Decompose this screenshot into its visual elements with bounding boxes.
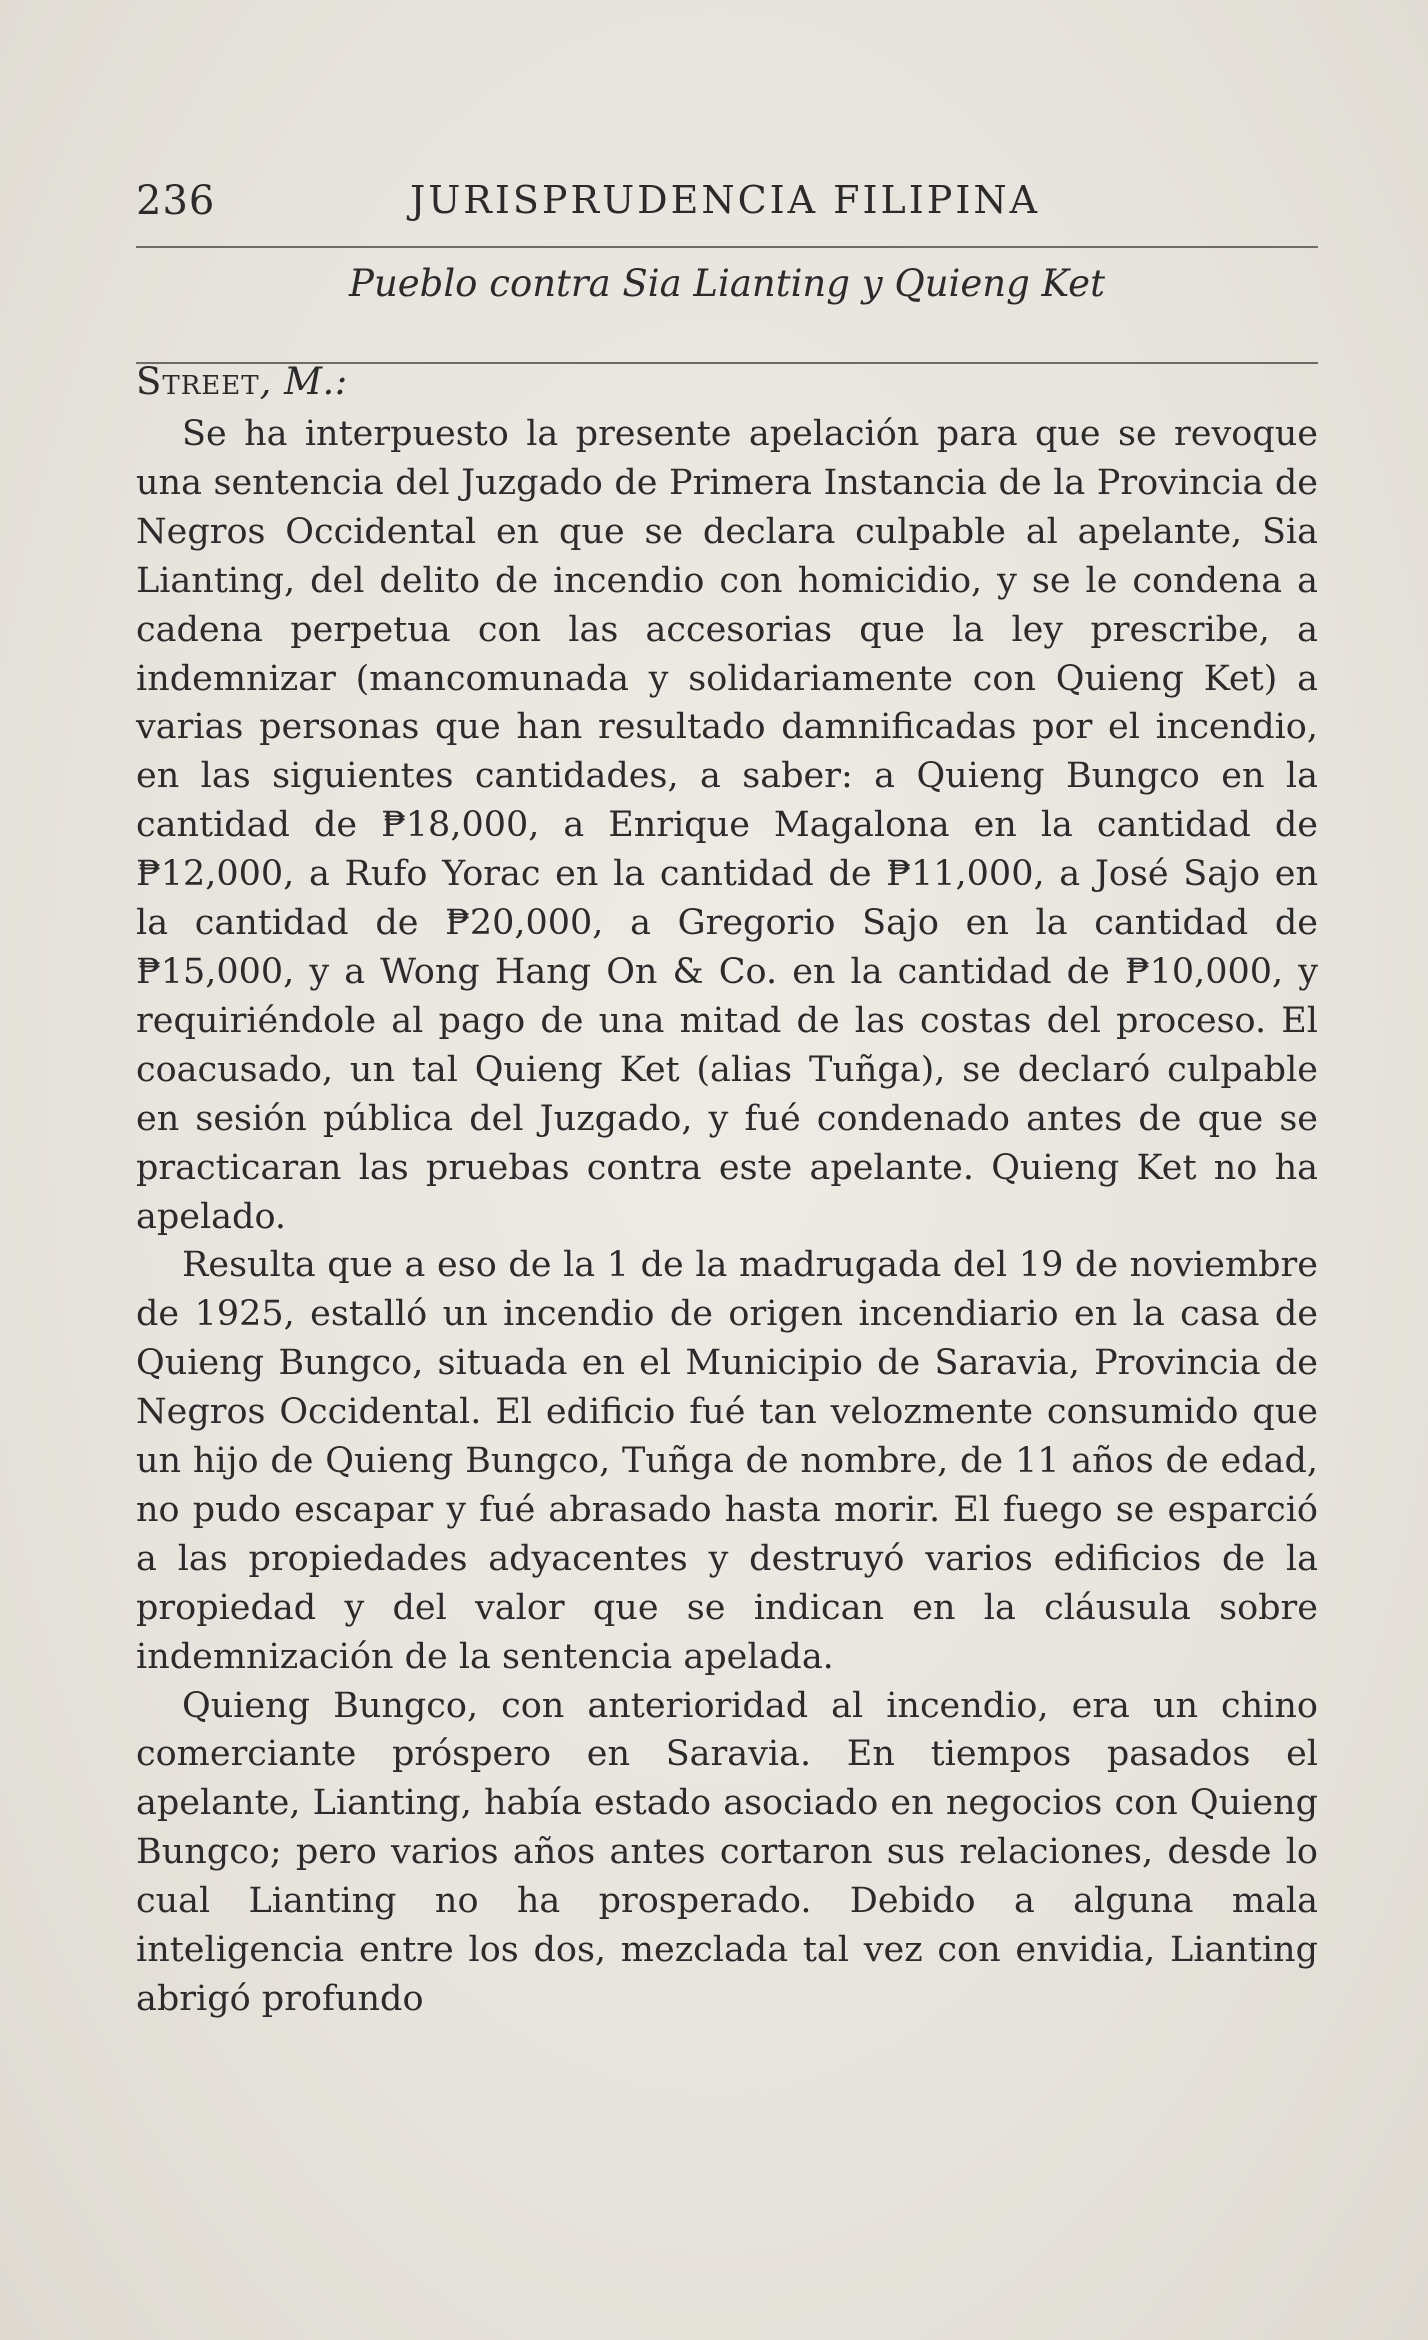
paragraph-2: Resulta que a eso de la 1 de la madrugada del 19 de noviembre de 1925, estalló un incendio de origen incendiario en la casa de Quieng Bungco, situada en el Municipio de Saravia, Provincia de Negros Occidental. El edificio fué tan velozmente consumido que un hijo de Quieng Bungco, Tuñga de nombre, de 11 años de edad, no pudo escapar y fué abrasado hasta morir. El fuego se esparció a las propiedades adyacentes y destruyó varios edificios de la propiedad y del valor que se indican en la cláusula sobre indemnización de la sentencia apelada. xyxy=(136,1245,1318,1677)
header-rule xyxy=(136,246,1318,248)
paragraph-3: Quieng Bungco, con anterioridad al incendio, era un chino comerciante próspero en Saravia. En tiempos pasados el apelante, Lianting, había estado asociado en negocios con Quieng Bungco; pero varios años antes cortaron sus relaciones, desde lo cual Lianting no ha prosperado. Debido a alguna mala inteligencia entre los dos, mezclada tal vez con envidia, Lianting abrigó profundo xyxy=(136,1685,1318,2019)
justice-heading xyxy=(136,360,348,403)
justice-suffix: , M.: xyxy=(259,360,348,403)
paragraph-1: Se ha interpuesto la presente apelación para que se revoque una sentencia del Juzgado de Primera Instancia de la Provincia de Negros Occidental en que se declara culpable al apelante, Sia Lianting, del delito de incendio con homicidio, y se le condena a cadena perpetua con las accesorias que la ley prescribe, a indemnizar (mancomunada y solidariamente con Quieng Ket) a varias personas que han resultado damnificadas por el incendio, en las siguientes cantidades, a saber: a Quieng Bungco en la cantidad de ₱18,000, a Enrique Magalona en la cantidad de ₱12,000, a Rufo Yorac en la cantidad de ₱11,000, a José Sajo en la cantidad de ₱20,000, a Gregorio Sajo en la cantidad de ₱15,000, y a Wong Hang On & Co. en la cantidad de ₱10,000, y requiriéndole al pago de una mitad de las costas del proceso. El coacusado, un tal Quieng Ket (alias Tuñga), se declaró culpable en sesión pública del Juzgado, y fué condenado antes de que se practicaran las pruebas contra este apelante. Quieng Ket no ha apelado. xyxy=(136,414,1318,1237)
case-title: Pueblo contra Sia Lianting y Quieng Ket xyxy=(349,262,1105,305)
body-text xyxy=(136,410,1318,2024)
page-number: 236 xyxy=(136,178,216,224)
running-title: JURISPRUDENCIA FILIPINA xyxy=(410,178,1041,222)
page-header xyxy=(136,178,1316,238)
justice-name: Street xyxy=(136,360,260,403)
